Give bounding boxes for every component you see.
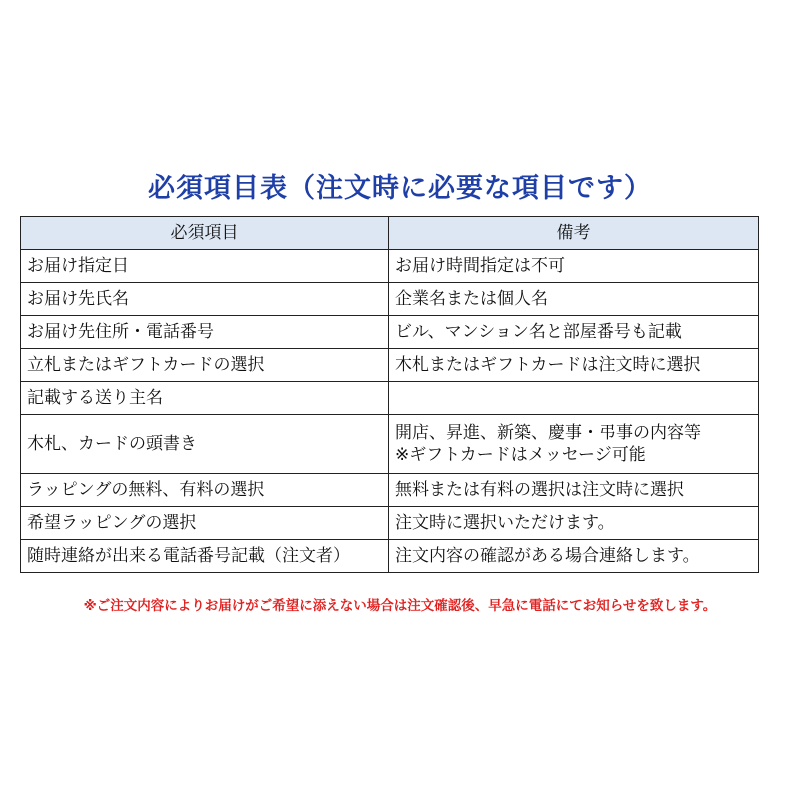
required-items-table bbox=[20, 216, 759, 573]
item-cell: 木札、カードの頭書き bbox=[21, 415, 389, 474]
table-row bbox=[21, 474, 759, 507]
notes-cell: 注文内容の確認がある場合連絡します。 bbox=[389, 540, 759, 573]
item-cell: 記載する送り主名 bbox=[21, 382, 389, 415]
table-row bbox=[21, 382, 759, 415]
table-row bbox=[21, 540, 759, 573]
item-cell: 希望ラッピングの選択 bbox=[21, 507, 389, 540]
table-row bbox=[21, 316, 759, 349]
table-row bbox=[21, 415, 759, 474]
notes-cell: 企業名または個人名 bbox=[389, 283, 759, 316]
item-cell: 立札またはギフトカードの選択 bbox=[21, 349, 389, 382]
item-cell: お届け指定日 bbox=[21, 250, 389, 283]
column-header-item: 必須項目 bbox=[21, 217, 389, 250]
notes-cell bbox=[389, 415, 759, 474]
notes-cell: ビル、マンション名と部屋番号も記載 bbox=[389, 316, 759, 349]
notes-cell: お届け時間指定は不可 bbox=[389, 250, 759, 283]
table-row bbox=[21, 283, 759, 316]
item-cell: お届け先氏名 bbox=[21, 283, 389, 316]
notes-cell: 木札またはギフトカードは注文時に選択 bbox=[389, 349, 759, 382]
notes-cell bbox=[389, 382, 759, 415]
item-cell: ラッピングの無料、有料の選択 bbox=[21, 474, 389, 507]
item-cell: お届け先住所・電話番号 bbox=[21, 316, 389, 349]
table-row bbox=[21, 507, 759, 540]
table-header-row bbox=[21, 217, 759, 250]
table-row bbox=[21, 250, 759, 283]
item-cell: 随時連絡が出来る電話番号記載（注文者） bbox=[21, 540, 389, 573]
note-line: 開店、昇進、新築、慶事・弔事の内容等 bbox=[395, 423, 701, 443]
notes-cell: 無料または有料の選択は注文時に選択 bbox=[389, 474, 759, 507]
notes-cell: 注文時に選択いただけます。 bbox=[389, 507, 759, 540]
column-header-notes: 備考 bbox=[389, 217, 759, 250]
footnote-warning: ※ご注文内容によりお届けがご希望に添えない場合は注文確認後、早急に電話にてお知らせを致します。 bbox=[83, 598, 717, 614]
table-row bbox=[21, 349, 759, 382]
page-title: 必須項目表（注文時に必要な項目です） bbox=[148, 173, 652, 204]
note-line: ※ギフトカードはメッセージ可能 bbox=[395, 445, 646, 465]
